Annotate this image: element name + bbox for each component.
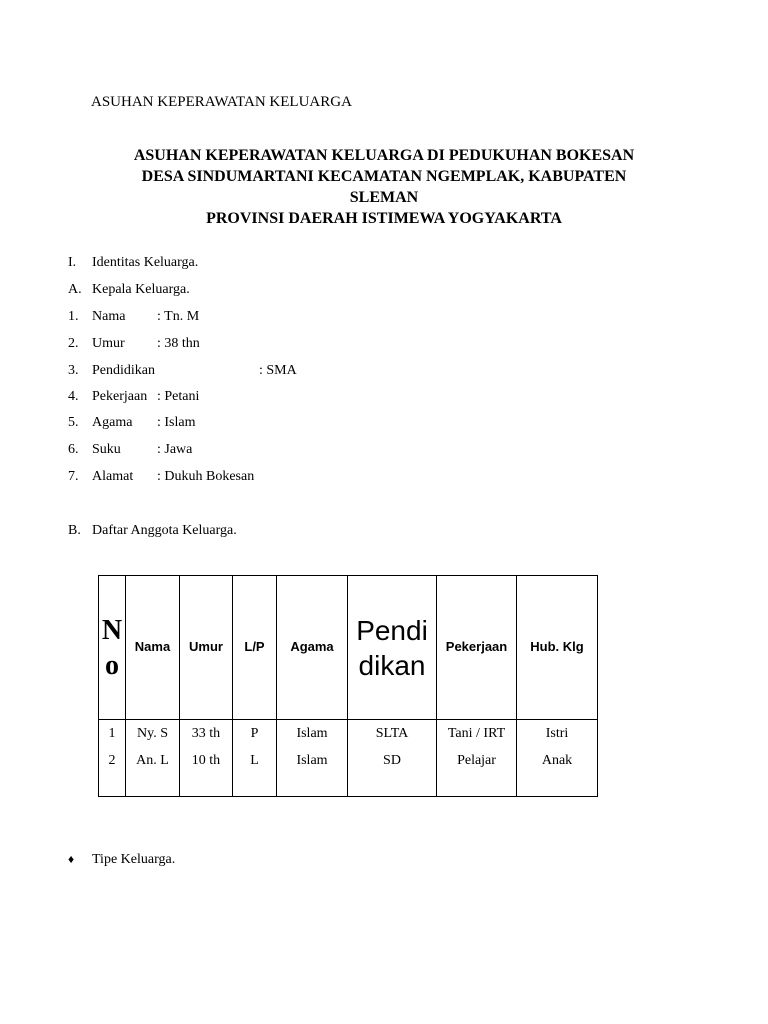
table-header-row — [99, 576, 598, 720]
header-umur: Umur — [180, 576, 233, 720]
item-number: 7. — [68, 469, 79, 484]
section-marker: A. — [68, 282, 82, 297]
header-agama: Agama — [277, 576, 348, 720]
item-number: 6. — [68, 442, 79, 457]
item-value: : SMA — [259, 363, 297, 378]
item-label: Agama — [92, 415, 133, 430]
cell-pekerjaan: Tani / IRT Pelajar — [437, 720, 517, 797]
item-label: Pekerjaan — [92, 389, 148, 404]
diamond-bullet-icon: ♦ — [68, 852, 75, 866]
cell-pendidikan: SLTA SD — [348, 720, 437, 797]
item-label: Suku — [92, 442, 121, 457]
section-marker: B. — [68, 523, 81, 538]
family-members-table — [98, 575, 598, 797]
item-value: : Jawa — [157, 442, 193, 457]
section-label: Identitas Keluarga. — [92, 255, 199, 270]
item-value: : Islam — [157, 415, 196, 430]
item-number: 5. — [68, 415, 79, 430]
item-label: Nama — [92, 309, 126, 324]
title-line: PROVINSI DAERAH ISTIMEWA YOGYAKARTA — [206, 210, 562, 227]
header-lp: L/P — [233, 576, 277, 720]
title-line: SLEMAN — [349, 189, 419, 206]
header-pendidikan: Pendidikan — [348, 576, 437, 720]
cell-umur: 33 th 10 th — [180, 720, 233, 797]
item-value: : Dukuh Bokesan — [157, 469, 255, 484]
item-value: : Tn. M — [157, 309, 200, 324]
item-label: Pendidikan — [92, 363, 155, 378]
bullet-label: Tipe Keluarga. — [92, 852, 176, 867]
item-number: 3. — [68, 363, 79, 378]
item-number: 1. — [68, 309, 79, 324]
document-header: ASUHAN KEPERAWATAN KELUARGA — [91, 94, 352, 110]
item-label: Umur — [92, 336, 125, 351]
header-pekerjaan: Pekerjaan — [437, 576, 517, 720]
item-value: : 38 thn — [157, 336, 200, 351]
cell-nama: Ny. S An. L — [126, 720, 180, 797]
item-label: Alamat — [92, 469, 134, 484]
section-label: Daftar Anggota Keluarga. — [92, 523, 237, 538]
header-nama: Nama — [126, 576, 180, 720]
section-marker: I. — [68, 255, 77, 270]
cell-lp: P L — [233, 720, 277, 797]
title-line: DESA SINDUMARTANI KECAMATAN NGEMPLAK, KABUPATEN — [141, 168, 627, 185]
cell-agama: Islam Islam — [277, 720, 348, 797]
cell-hub-klg: Istri Anak — [517, 720, 598, 797]
cell-no: 1 2 — [99, 720, 126, 797]
title-line: ASUHAN KEPERAWATAN KELUARGA DI PEDUKUHAN BOKESAN — [133, 147, 635, 164]
header-no: No — [99, 576, 126, 720]
document-title — [60, 145, 708, 229]
table-body-row — [99, 720, 598, 797]
item-value: : Petani — [157, 389, 200, 404]
item-number: 4. — [68, 389, 79, 404]
header-hub-klg: Hub. Klg — [517, 576, 598, 720]
item-number: 2. — [68, 336, 79, 351]
section-label: Kepala Keluarga. — [92, 282, 190, 297]
